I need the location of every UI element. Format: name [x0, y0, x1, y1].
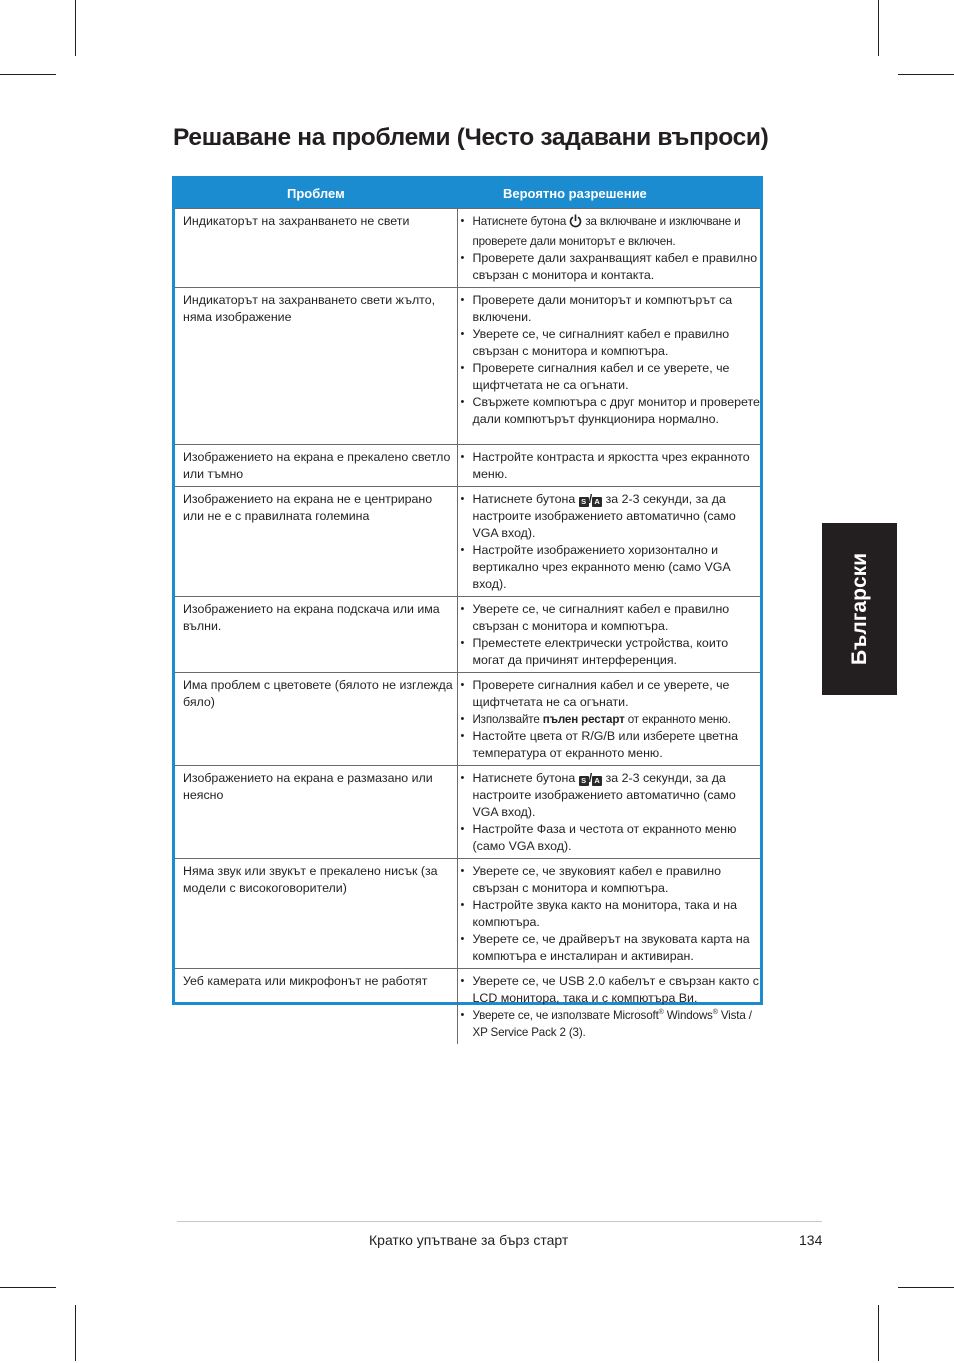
- solution-item: • Натиснете бутона S / A за 2-3 секунди, за да настроите изображението автоматично (само VGA вход).: [460, 491, 761, 542]
- solution-item: • Настройте Фаза и честота от екранното меню (само VGA вход).: [460, 821, 761, 855]
- page-title: Решаване на проблеми (Често задавани въпроси): [173, 124, 769, 151]
- solution-item: • Използвайте пълен рестарт от екранното меню.: [460, 711, 761, 728]
- solution-item: • Проверете дали захранващият кабел е правилно свързан с монитора и контакта.: [460, 250, 761, 284]
- language-tab-label: Български: [847, 552, 871, 666]
- solution-cell: [457, 487, 760, 597]
- problem-cell: Индикаторът на захранването свети жълто, няма изображение: [175, 288, 457, 445]
- crop-mark: [0, 74, 56, 75]
- table-row: [175, 597, 760, 673]
- solution-item: • Натиснете бутона S / A за 2-3 секунди, за да настроите изображението автоматично (само VGA вход).: [460, 770, 761, 821]
- table-row: [175, 487, 760, 597]
- solution-item: • Проверете сигналния кабел и се уверете, че щифтчетата не са огънати.: [460, 360, 761, 394]
- solution-item: • Настройте контраста и яркостта чрез екранното меню.: [460, 449, 761, 483]
- solution-item: • Проверете сигналния кабел и се уверете, че щифтчетата не са огънати.: [460, 677, 761, 711]
- solution-item: • Настойте цвета от R/G/B или изберете цветна температура от екранното меню.: [460, 728, 761, 762]
- solution-cell: [457, 209, 760, 288]
- solution-cell: [457, 597, 760, 673]
- footer-text: Кратко упътване за бърз старт: [369, 1232, 569, 1248]
- solution-item: • Уверете се, че драйверът на звуковата карта на компютъра е инсталиран и активиран.: [460, 931, 761, 965]
- solution-cell: [457, 766, 760, 859]
- problem-cell: Изображението на екрана е прекалено светло или тъмно: [175, 445, 457, 487]
- solution-cell: [457, 859, 760, 969]
- solution-item: • Настройте звука както на монитора, така и на компютъра.: [460, 897, 761, 931]
- crop-mark: [878, 1305, 879, 1361]
- solution-cell: [457, 288, 760, 445]
- solution-item: • Преместете електрически устройства, които могат да причинят интерференция.: [460, 635, 761, 669]
- crop-mark: [898, 1287, 954, 1288]
- table-row: [175, 969, 760, 1045]
- table-header-row: [175, 179, 760, 209]
- solution-item: • Уверете се, че използвате Microsoft® Windows® Vista / XP Service Pack 2 (3).: [460, 1007, 761, 1041]
- problem-cell: Изображението на екрана подскача или има вълни.: [175, 597, 457, 673]
- header-solution: Вероятно разрешение: [457, 179, 760, 209]
- problem-cell: Индикаторът на захранването не свети: [175, 209, 457, 288]
- problem-cell: Изображението на екрана не е центрирано или не е с правилната големина: [175, 487, 457, 597]
- slash-separator: /: [588, 492, 593, 506]
- auto-adjust-icon: S: [579, 776, 589, 786]
- solution-item: • Настройте изображението хоризонтално и вертикално чрез екранното меню (само VGA вход).: [460, 542, 761, 593]
- table-row: [175, 673, 760, 766]
- header-problem: Проблем: [175, 179, 457, 209]
- problem-cell: Има проблем с цветовете (бялото не изглежда бяло): [175, 673, 457, 766]
- solution-item: • Проверете дали мониторът и компютърът са включени.: [460, 292, 761, 326]
- footer-divider: [177, 1221, 822, 1222]
- solution-item: • Уверете се, че звуковият кабел е правилно свързан с монитора и компютъра.: [460, 863, 761, 897]
- language-tab: [822, 523, 897, 695]
- table-row: [175, 766, 760, 859]
- troubleshooting-table: [172, 176, 763, 1039]
- crop-mark: [878, 0, 879, 56]
- auto-adjust-icon: S: [579, 497, 589, 507]
- solution-item: • Уверете се, че сигналният кабел е правилно свързан с монитора и компютъра.: [460, 326, 761, 360]
- problem-cell: Изображението на екрана е размазано или неясно: [175, 766, 457, 859]
- crop-mark: [75, 1305, 76, 1361]
- table-row: [175, 445, 760, 487]
- solution-cell: [457, 445, 760, 487]
- problem-cell: Няма звук или звукът е прекалено нисък (за модели с високоговорители): [175, 859, 457, 969]
- auto-icon: A: [592, 776, 602, 786]
- crop-mark: [0, 1287, 56, 1288]
- auto-icon: A: [592, 497, 602, 507]
- solution-item: • Натиснете бутона за включване и изключване и проверете дали мониторът е включен.: [460, 213, 761, 250]
- solution-item: • Уверете се, че сигналният кабел е правилно свързан с монитора и компютъра.: [460, 601, 761, 635]
- slash-separator: /: [588, 771, 593, 785]
- power-icon: [569, 214, 582, 233]
- solution-item: • Уверете се, че USB 2.0 кабелът е свързан както с LCD монитора, така и с компютъра Ви.: [460, 973, 761, 1007]
- table-row: [175, 209, 760, 288]
- crop-mark: [898, 74, 954, 75]
- problem-cell: Уеб камерата или микрофонът не работят: [175, 969, 457, 1045]
- solution-cell: [457, 969, 760, 1045]
- solution-item: • Свържете компютъра с друг монитор и проверете дали компютърът функционира нормално.: [460, 394, 761, 428]
- table-row: [175, 288, 760, 445]
- crop-mark: [75, 0, 76, 56]
- solution-cell: [457, 673, 760, 766]
- table-row: [175, 859, 760, 969]
- page-number: 134: [799, 1232, 823, 1248]
